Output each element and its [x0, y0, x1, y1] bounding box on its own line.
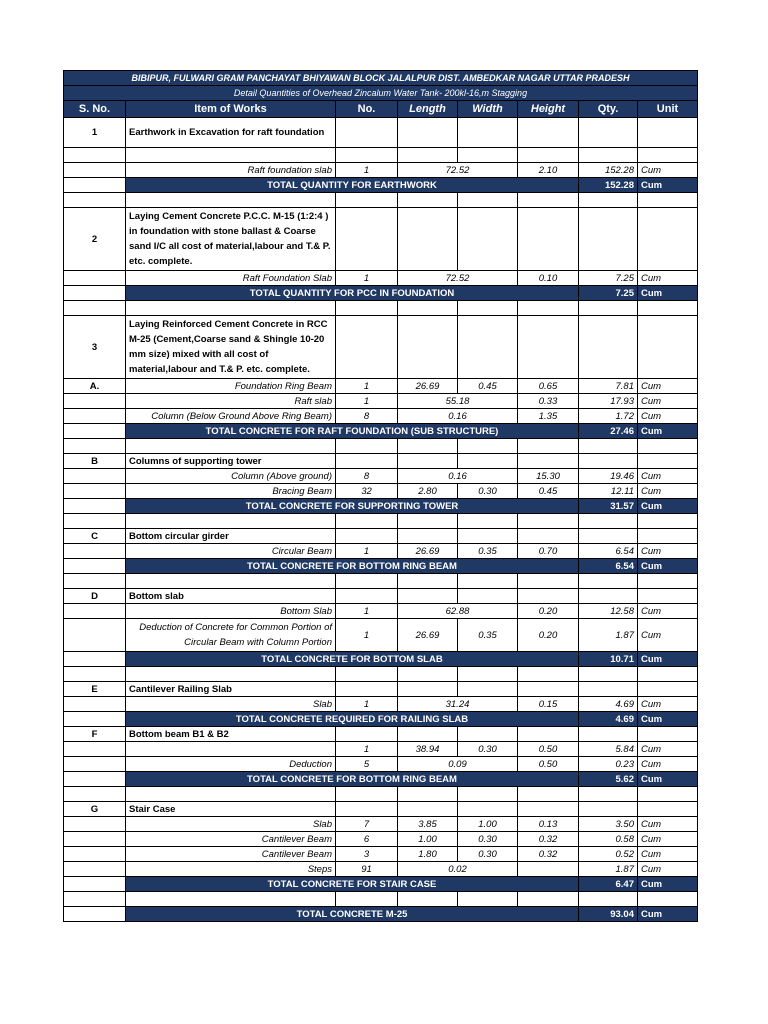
- item-desc: Foundation Ring Beam: [126, 379, 336, 394]
- item-length-width: 72.52: [398, 271, 518, 286]
- item-desc: Bracing Beam: [126, 484, 336, 499]
- item-height: 0.32: [518, 847, 579, 862]
- table-row: [64, 484, 698, 499]
- total-unit: Cum: [638, 772, 698, 787]
- section-title: Bottom beam B1 & B2: [126, 727, 336, 742]
- total-qty: 27.46: [579, 424, 638, 439]
- item-unit: Cum: [638, 757, 698, 772]
- total-unit: Cum: [638, 286, 698, 301]
- item-qty: 17.93: [579, 394, 638, 409]
- col-length: Length: [398, 101, 458, 118]
- total-row: [64, 178, 698, 193]
- item-height: 15.30: [518, 469, 579, 484]
- item-no: 6: [336, 832, 398, 847]
- item-width: 0.30: [458, 832, 518, 847]
- section-row: [64, 529, 698, 544]
- item-length-width: 31.24: [398, 697, 518, 712]
- item-unit: Cum: [638, 409, 698, 424]
- item-unit: Cum: [638, 742, 698, 757]
- item-qty: 152.28: [579, 163, 638, 178]
- grand-total-qty: 93.04: [579, 907, 638, 922]
- item-length: 1.00: [398, 832, 458, 847]
- item-length: 26.69: [398, 544, 458, 559]
- item-desc: Bottom Slab: [126, 604, 336, 619]
- item-height: 0.20: [518, 619, 579, 652]
- total-label: TOTAL CONCRETE REQUIRED FOR RAILING SLAB: [126, 712, 579, 727]
- item-length-width: 55.18: [398, 394, 518, 409]
- table-row: [64, 394, 698, 409]
- section-title: Stair Case: [126, 802, 336, 817]
- table-row: [64, 757, 698, 772]
- item-qty: 0.52: [579, 847, 638, 862]
- item-length-width: 72.52: [398, 163, 518, 178]
- section-title: Laying Cement Concrete P.C.C. M-15 (1:2:4 ) in foundation with stone ballast & Coarse sand I/C all cost of material,labour and T.& P. etc. complete.: [126, 208, 336, 271]
- col-qty: Qty.: [579, 101, 638, 118]
- total-unit: Cum: [638, 178, 698, 193]
- total-unit: Cum: [638, 652, 698, 667]
- item-qty: 6.54: [579, 544, 638, 559]
- section-number: D: [64, 589, 126, 604]
- section-row: [64, 589, 698, 604]
- col-sno: S. No.: [64, 101, 126, 118]
- item-qty: 1.87: [579, 862, 638, 877]
- item-no: 1: [336, 394, 398, 409]
- col-width: Width: [458, 101, 518, 118]
- item-height: 0.50: [518, 742, 579, 757]
- total-label: TOTAL CONCRETE FOR BOTTOM SLAB: [126, 652, 579, 667]
- table-row: [64, 163, 698, 178]
- item-unit: Cum: [638, 697, 698, 712]
- section-number: B: [64, 454, 126, 469]
- total-row: [64, 877, 698, 892]
- item-length: 26.69: [398, 619, 458, 652]
- item-length: 1.80: [398, 847, 458, 862]
- total-unit: Cum: [638, 877, 698, 892]
- section-number: G: [64, 802, 126, 817]
- item-desc: Slab: [126, 817, 336, 832]
- item-qty: 5.84: [579, 742, 638, 757]
- grand-total-unit: Cum: [638, 907, 698, 922]
- item-desc: Column (Below Ground Above Ring Beam): [126, 409, 336, 424]
- item-height: 0.50: [518, 757, 579, 772]
- grand-total-row: [64, 907, 698, 922]
- item-desc: Column (Above ground): [126, 469, 336, 484]
- table-row: [64, 544, 698, 559]
- item-qty: 7.25: [579, 271, 638, 286]
- section-title: Columns of supporting tower: [126, 454, 336, 469]
- item-unit: Cum: [638, 163, 698, 178]
- col-no: No.: [336, 101, 398, 118]
- item-desc-line1: Deduction of Concrete for Common Portion of: [139, 622, 332, 633]
- total-label: TOTAL CONCRETE FOR BOTTOM RING BEAM: [126, 559, 579, 574]
- item-length: 2.80: [398, 484, 458, 499]
- item-no: 3: [336, 847, 398, 862]
- item-unit: Cum: [638, 847, 698, 862]
- section-row: [64, 454, 698, 469]
- table-row: [64, 697, 698, 712]
- item-desc: Raft slab: [126, 394, 336, 409]
- item-qty: 1.87: [579, 619, 638, 652]
- subsection-number: A.: [64, 379, 126, 394]
- item-desc: Raft Foundation Slab: [126, 271, 336, 286]
- item-desc: Slab: [126, 697, 336, 712]
- section-title: Bottom slab: [126, 589, 336, 604]
- item-unit: Cum: [638, 484, 698, 499]
- item-no: 1: [336, 379, 398, 394]
- item-unit: Cum: [638, 379, 698, 394]
- total-unit: Cum: [638, 499, 698, 514]
- section-row: [64, 118, 698, 148]
- item-width: 0.35: [458, 619, 518, 652]
- total-row: [64, 424, 698, 439]
- item-length-width: 0.09: [398, 757, 518, 772]
- quantity-sheet: [63, 70, 697, 922]
- item-height: 0.32: [518, 832, 579, 847]
- header-row-2: [64, 86, 698, 101]
- item-height: 0.70: [518, 544, 579, 559]
- item-no: 1: [336, 604, 398, 619]
- item-no: 7: [336, 817, 398, 832]
- quantities-table: [63, 70, 698, 922]
- total-label: TOTAL CONCRETE FOR SUPPORTING TOWER: [126, 499, 579, 514]
- total-label: TOTAL CONCRETE FOR STAIR CASE: [126, 877, 579, 892]
- item-width: 0.30: [458, 484, 518, 499]
- total-row: [64, 559, 698, 574]
- item-qty: 1.72: [579, 409, 638, 424]
- section-number: C: [64, 529, 126, 544]
- item-desc: Raft foundation slab: [126, 163, 336, 178]
- item-unit: Cum: [638, 271, 698, 286]
- table-row: [64, 469, 698, 484]
- table-row: [64, 847, 698, 862]
- item-qty: 0.23: [579, 757, 638, 772]
- table-row: [64, 619, 698, 652]
- total-qty: 7.25: [579, 286, 638, 301]
- table-row: [64, 862, 698, 877]
- total-unit: Cum: [638, 712, 698, 727]
- item-height: 0.33: [518, 394, 579, 409]
- item-width: 1.00: [458, 817, 518, 832]
- section-title: Bottom circular girder: [126, 529, 336, 544]
- item-length-width: 0.16: [398, 469, 518, 484]
- item-desc: [126, 742, 336, 757]
- item-unit: Cum: [638, 394, 698, 409]
- project-title: BIBIPUR, FULWARI GRAM PANCHAYAT BHIYAWAN BLOCK JALALPUR DIST. AMBEDKAR NAGAR UTTAR PRADESH: [64, 71, 698, 86]
- total-qty: 152.28: [579, 178, 638, 193]
- section-number: 3: [64, 316, 126, 379]
- item-unit: Cum: [638, 544, 698, 559]
- item-desc: Steps: [126, 862, 336, 877]
- item-height: 0.15: [518, 697, 579, 712]
- item-unit: Cum: [638, 619, 698, 652]
- item-no: 91: [336, 862, 398, 877]
- header-row-1: [64, 71, 698, 86]
- section-number: E: [64, 682, 126, 697]
- table-row: [64, 604, 698, 619]
- item-height: 0.10: [518, 271, 579, 286]
- section-row: [64, 316, 698, 379]
- item-no: 1: [336, 544, 398, 559]
- item-length: 38.94: [398, 742, 458, 757]
- item-unit: Cum: [638, 604, 698, 619]
- item-width: 0.30: [458, 742, 518, 757]
- total-label: TOTAL QUANTITY FOR PCC IN FOUNDATION: [126, 286, 579, 301]
- item-height: 2.10: [518, 163, 579, 178]
- item-height: 0.13: [518, 817, 579, 832]
- total-row: [64, 499, 698, 514]
- section-row: [64, 802, 698, 817]
- item-height: 0.65: [518, 379, 579, 394]
- total-row: [64, 652, 698, 667]
- total-qty: 4.69: [579, 712, 638, 727]
- item-width: 0.45: [458, 379, 518, 394]
- section-title: Cantilever Railing Slab: [126, 682, 336, 697]
- item-desc: [126, 619, 336, 652]
- item-desc-line2: Circular Beam with Column Portion: [184, 637, 332, 648]
- column-header-row: [64, 101, 698, 118]
- total-unit: Cum: [638, 559, 698, 574]
- total-label: TOTAL CONCRETE FOR BOTTOM RING BEAM: [126, 772, 579, 787]
- section-row: [64, 208, 698, 271]
- item-width: 0.30: [458, 847, 518, 862]
- total-unit: Cum: [638, 424, 698, 439]
- item-qty: 4.69: [579, 697, 638, 712]
- table-row: [64, 379, 698, 394]
- item-no: 32: [336, 484, 398, 499]
- item-qty: 12.58: [579, 604, 638, 619]
- item-desc: Deduction: [126, 757, 336, 772]
- section-number: F: [64, 727, 126, 742]
- item-length: 26.69: [398, 379, 458, 394]
- item-unit: Cum: [638, 862, 698, 877]
- item-no: 8: [336, 409, 398, 424]
- table-row: [64, 817, 698, 832]
- sheet-subtitle: Detail Quantities of Overhead Zincalum Water Tank- 200kl-16,m Stagging: [64, 86, 698, 101]
- item-length: 3.85: [398, 817, 458, 832]
- section-title: Laying Reinforced Cement Concrete in RCC M-25 (Cement,Coarse sand & Shingle 10-20 mm size) mixed with all cost of material,labour and T.& P. etc. complete.: [126, 316, 336, 379]
- total-row: [64, 772, 698, 787]
- total-qty: 6.54: [579, 559, 638, 574]
- item-qty: 3.50: [579, 817, 638, 832]
- total-label: TOTAL QUANTITY FOR EARTHWORK: [126, 178, 579, 193]
- item-unit: Cum: [638, 469, 698, 484]
- section-number: 2: [64, 208, 126, 271]
- item-no: 1: [336, 697, 398, 712]
- total-row: [64, 286, 698, 301]
- item-height: [518, 862, 579, 877]
- total-qty: 6.47: [579, 877, 638, 892]
- total-qty: 5.62: [579, 772, 638, 787]
- total-qty: 10.71: [579, 652, 638, 667]
- item-no: 1: [336, 742, 398, 757]
- item-qty: 7.81: [579, 379, 638, 394]
- item-width: 0.35: [458, 544, 518, 559]
- item-height: 1.35: [518, 409, 579, 424]
- item-desc: Cantilever Beam: [126, 847, 336, 862]
- item-qty: 0.58: [579, 832, 638, 847]
- item-desc: Cantilever Beam: [126, 832, 336, 847]
- item-length-width: 0.02: [398, 862, 518, 877]
- item-height: 0.20: [518, 604, 579, 619]
- section-row: [64, 727, 698, 742]
- table-row: [64, 271, 698, 286]
- item-unit: Cum: [638, 832, 698, 847]
- table-row: [64, 742, 698, 757]
- section-number: 1: [64, 118, 126, 148]
- table-row: [64, 832, 698, 847]
- item-length-width: 0.16: [398, 409, 518, 424]
- grand-total-label: TOTAL CONCRETE M-25: [126, 907, 579, 922]
- col-height: Height: [518, 101, 579, 118]
- total-row: [64, 712, 698, 727]
- col-item: Item of Works: [126, 101, 336, 118]
- col-unit: Unit: [638, 101, 698, 118]
- section-row: [64, 682, 698, 697]
- item-no: 1: [336, 163, 398, 178]
- item-length-width: 62.88: [398, 604, 518, 619]
- item-qty: 12.11: [579, 484, 638, 499]
- item-desc: Circular Beam: [126, 544, 336, 559]
- item-no: 1: [336, 619, 398, 652]
- item-no: 1: [336, 271, 398, 286]
- item-qty: 19.46: [579, 469, 638, 484]
- section-title: Earthwork in Excavation for raft foundation: [126, 118, 336, 148]
- total-qty: 31.57: [579, 499, 638, 514]
- table-row: [64, 409, 698, 424]
- item-no: 8: [336, 469, 398, 484]
- item-no: 5: [336, 757, 398, 772]
- total-label: TOTAL CONCRETE FOR RAFT FOUNDATION (SUB STRUCTURE): [126, 424, 579, 439]
- item-unit: Cum: [638, 817, 698, 832]
- item-height: 0.45: [518, 484, 579, 499]
